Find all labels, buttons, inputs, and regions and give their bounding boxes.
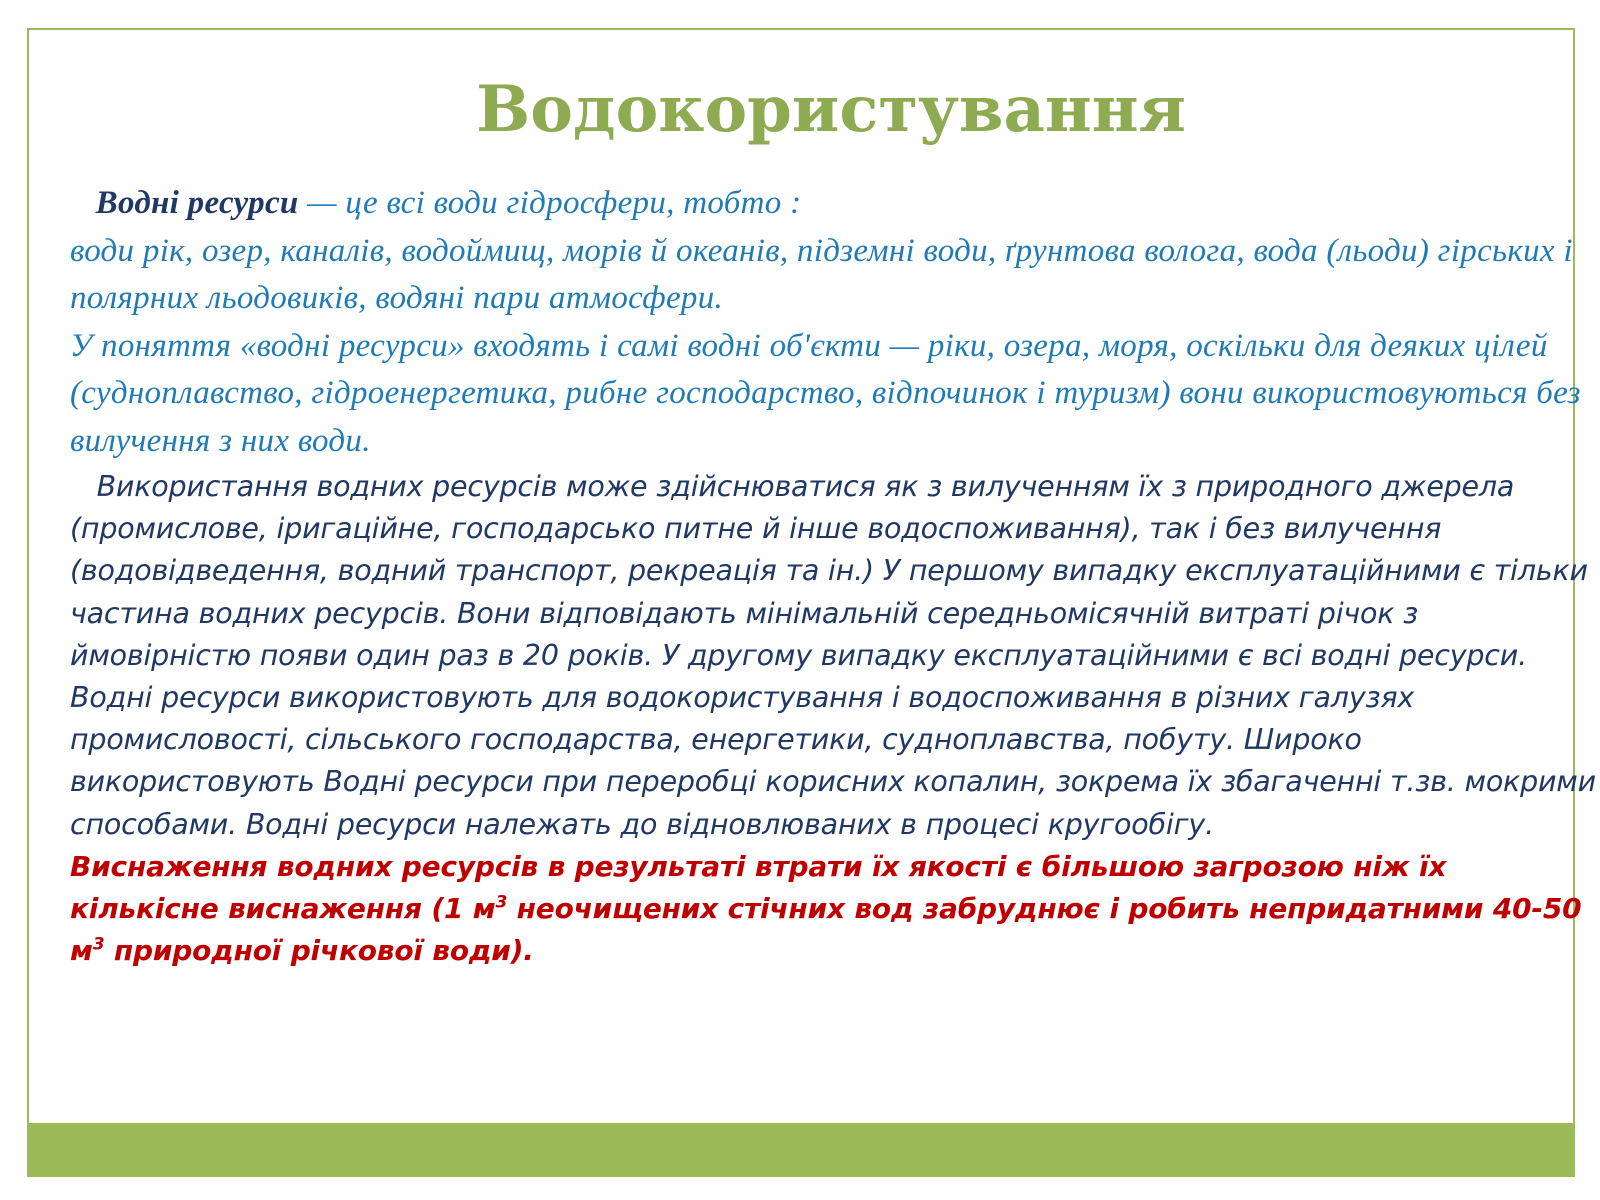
definition-line	[70, 180, 1600, 228]
definition-dash-text: — це всі води гідросфери, тобто :	[298, 185, 802, 221]
definition-water-objects: У поняття «водні ресурси» входять і самі водні об'єкти — ріки, озера, моря, оскільки для деяких цілей (судноплавство, гідроенергетика, рибне господарство, відпочинок і туризм) вони використовуються без вилучення з них води.	[70, 327, 1581, 459]
definition-block	[70, 180, 1600, 465]
warning-sup2: 3	[92, 934, 105, 955]
usage-paragraph-text: Використання водних ресурсів може здійснюватися як з вилученням їх з природного джерела (промислове, іригаційне, господарсько питне й інше водоспоживання), так і без вилучення (водовідведення, водний транспорт, рекреація та ін.) У першому випадку експлуатаційними є тільки частина водних ресурсів. Вони відповідають мінімальній середньомісячній витраті річок з ймовірністю появи один раз в 20 років. У другому випадку експлуатаційними є всі водні ресурси.	[70, 470, 1588, 672]
warning-sup1: 3	[495, 892, 508, 913]
slide-title: Водокористування	[476, 72, 1186, 147]
definition-term: Водні ресурси	[95, 185, 299, 221]
definition-water-list: води рік, озер, каналів, водоймищ, морів й океанів, підземні води, ґрунтова волога, вода (льоди) гірських і полярних льодовиків, водяні пари атмосфери.	[70, 232, 1573, 316]
application-paragraph: Водні ресурси використовують для водокористування і водоспоживання в різних галузях промисловості, сільського господарства, енергетики, судноплавства, побуту. Широко використовують Водні ресурси при переробці корисних копалин, зокрема їх збагаченні т.зв. мокрими способами. Водні ресурси належать до відновлюваних в процесі кругообігу.	[70, 681, 1596, 841]
warning-part3: природної річкової води).	[104, 934, 534, 968]
warning-paragraph	[70, 846, 1600, 973]
slide-frame	[27, 28, 1596, 1176]
footer-accent-bar	[27, 1123, 1575, 1177]
warning-part1: Виснаження водних ресурсів в результаті втрати їх якості є більшою загрозою ніж їх кількісне виснаження (1 м	[70, 849, 1447, 926]
usage-block	[70, 466, 1600, 846]
usage-paragraph	[70, 466, 1600, 677]
slide-body	[70, 180, 1600, 972]
warning-part2: неочищених стічних вод забруднює і робить непридатними 40-50 м	[70, 892, 1582, 968]
